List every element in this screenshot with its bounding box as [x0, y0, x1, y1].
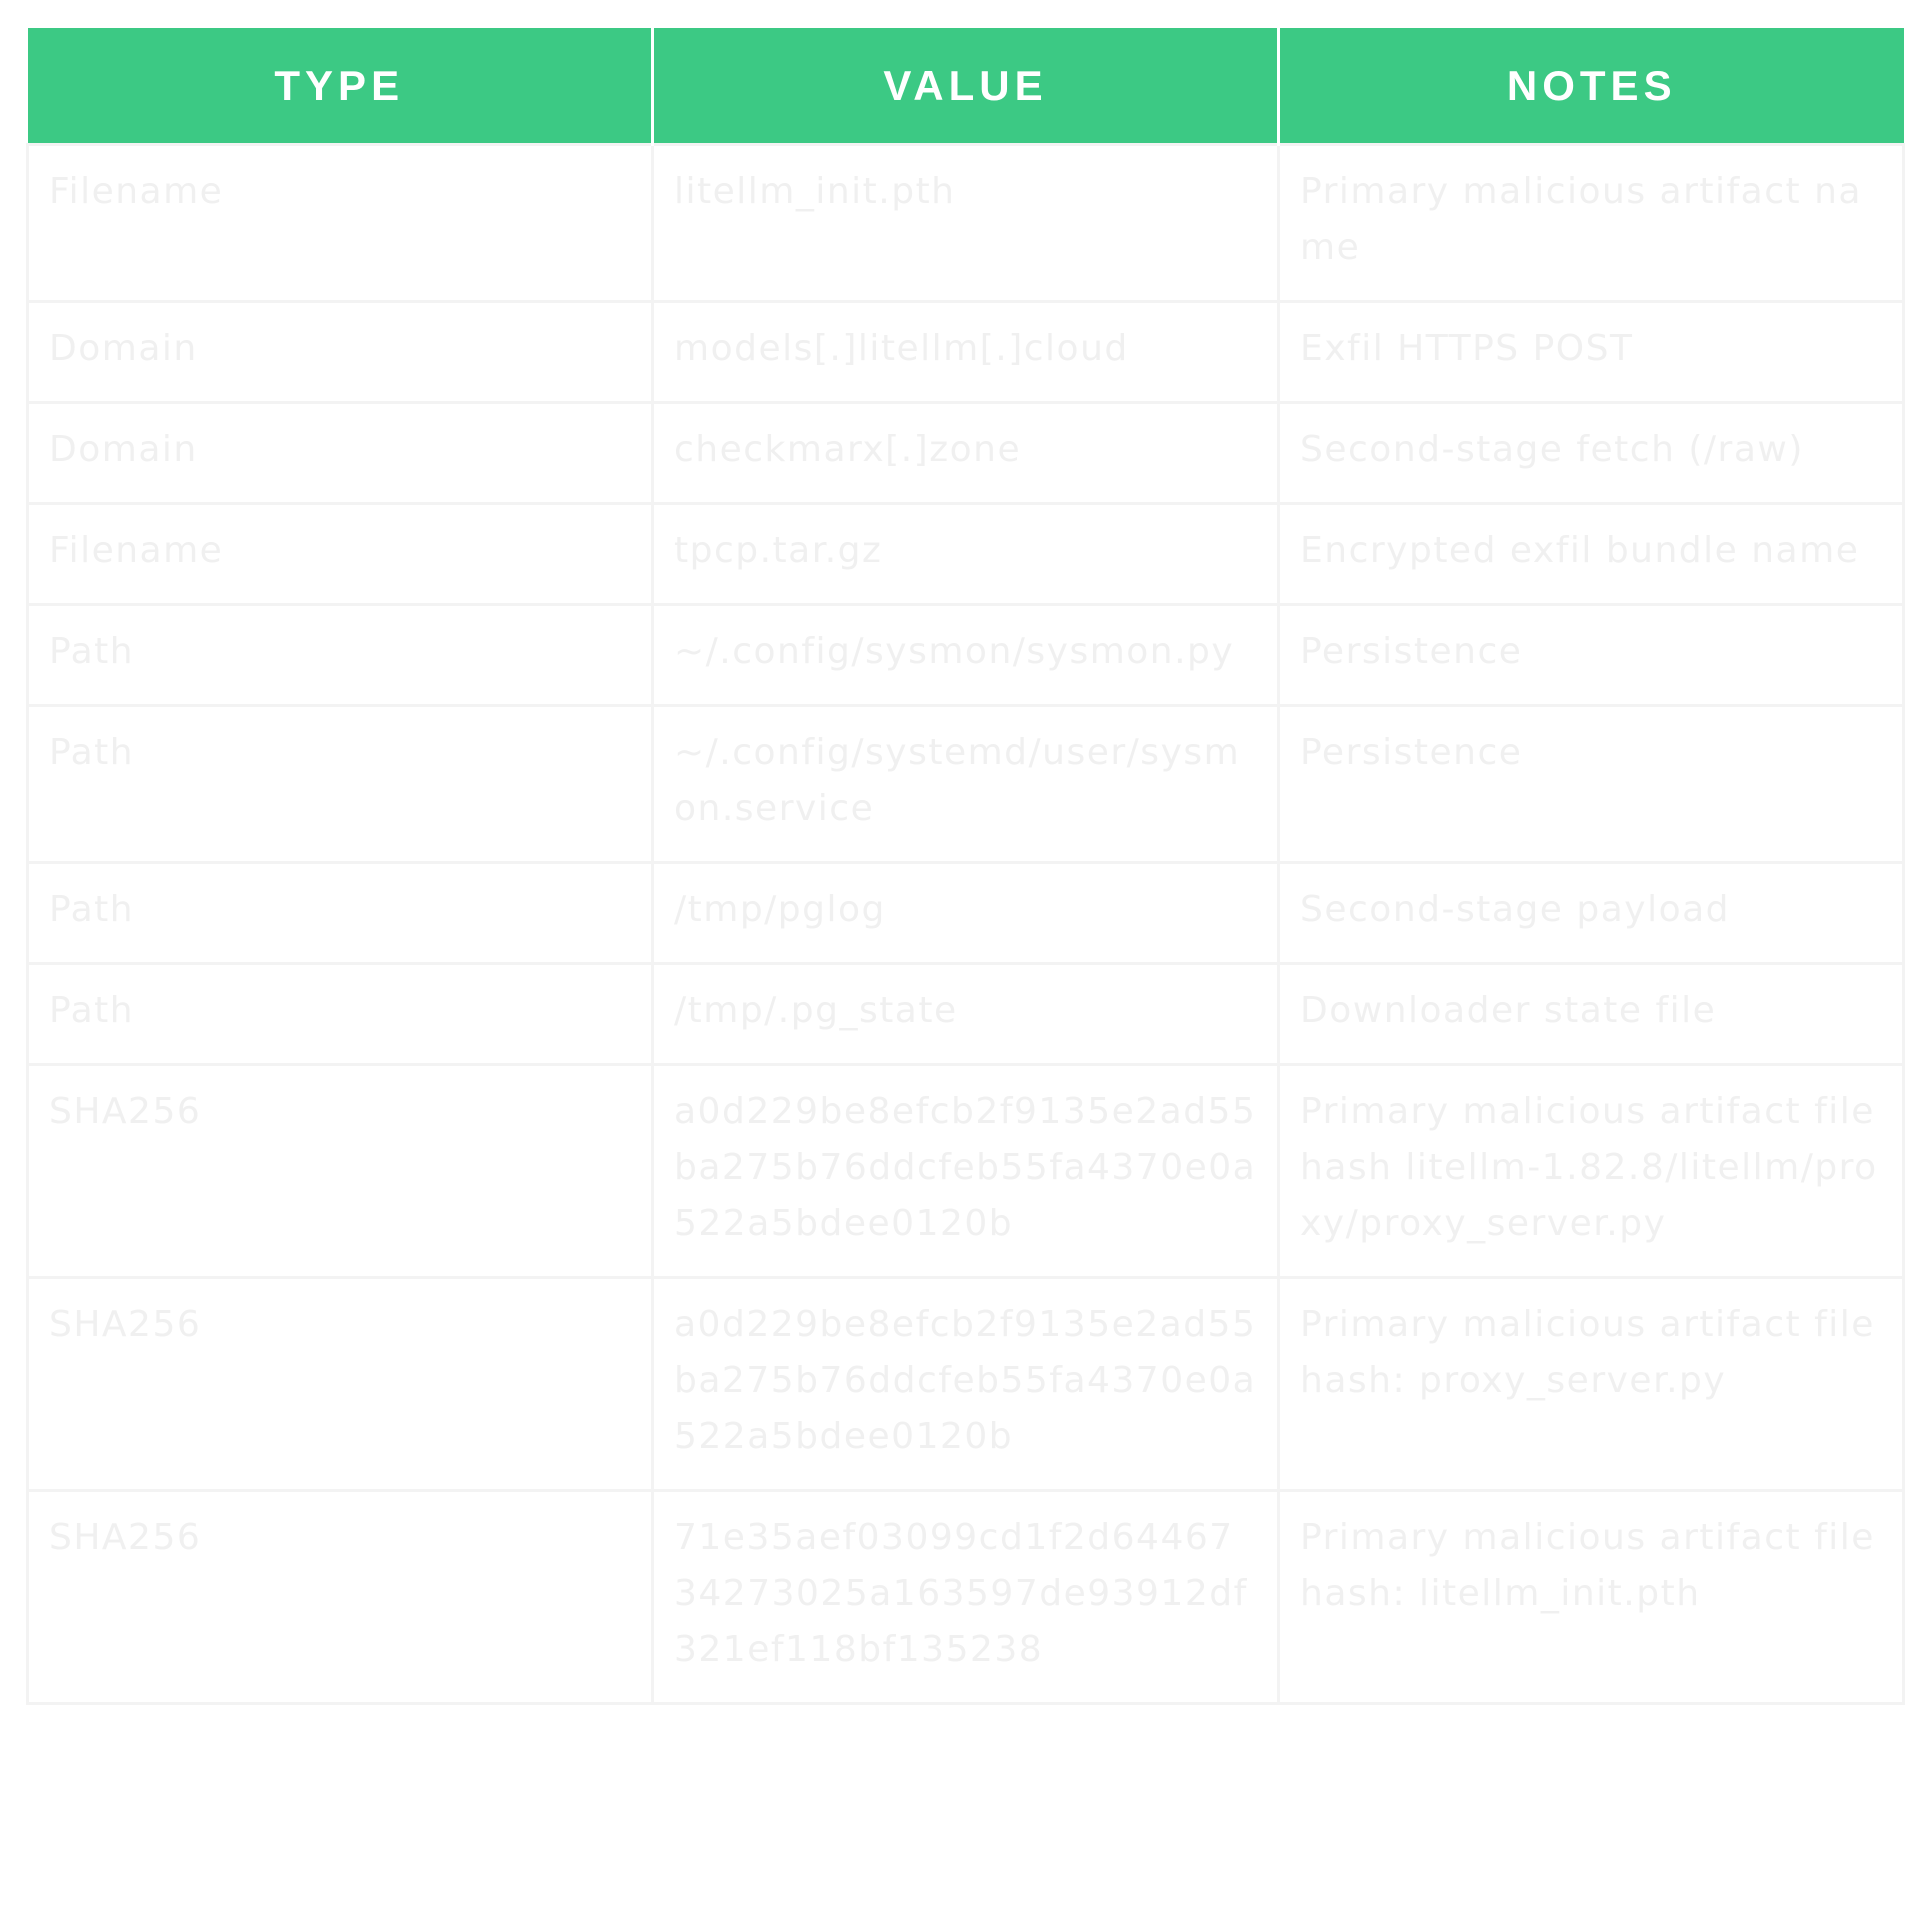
cell-notes: Persistence [1279, 706, 1904, 863]
cell-value: /tmp/.pg_state [653, 964, 1279, 1065]
cell-notes: Second-stage payload [1279, 863, 1904, 964]
cell-value: ~/.config/sysmon/sysmon.py [653, 605, 1279, 706]
cell-value: models[.]litellm[.]cloud [653, 302, 1279, 403]
table-row [28, 706, 1904, 863]
table-row [28, 145, 1904, 302]
cell-notes: Second-stage fetch (/raw) [1279, 403, 1904, 504]
cell-type: Path [28, 964, 653, 1065]
cell-type: SHA256 [28, 1278, 653, 1491]
column-header-type: TYPE [28, 28, 653, 145]
cell-notes: Primary malicious artifact file hash: proxy_server.py [1279, 1278, 1904, 1491]
table-row [28, 605, 1904, 706]
table-row [28, 1278, 1904, 1491]
table-row [28, 964, 1904, 1065]
cell-type: Filename [28, 504, 653, 605]
ioc-table [26, 28, 1905, 1705]
header-row [28, 28, 1904, 145]
cell-type: Filename [28, 145, 653, 302]
cell-type: Path [28, 863, 653, 964]
cell-value: tpcp.tar.gz [653, 504, 1279, 605]
table-row [28, 403, 1904, 504]
cell-notes: Encrypted exfil bundle name [1279, 504, 1904, 605]
cell-type: SHA256 [28, 1491, 653, 1704]
table-body [28, 145, 1904, 1704]
column-header-notes: NOTES [1279, 28, 1904, 145]
cell-notes: Persistence [1279, 605, 1904, 706]
cell-value: 71e35aef03099cd1f2d6446734273025a163597de93912df321ef118bf135238 [653, 1491, 1279, 1704]
table-row [28, 1491, 1904, 1704]
cell-type: Path [28, 706, 653, 863]
cell-type: Domain [28, 403, 653, 504]
column-header-value: VALUE [653, 28, 1279, 145]
cell-value: a0d229be8efcb2f9135e2ad55ba275b76ddcfeb55fa4370e0a522a5bdee0120b [653, 1278, 1279, 1491]
cell-notes: Downloader state file [1279, 964, 1904, 1065]
table-row [28, 1065, 1904, 1278]
cell-notes: Primary malicious artifact file hash litellm-1.82.8/litellm/proxy/proxy_server.py [1279, 1065, 1904, 1278]
cell-type: Path [28, 605, 653, 706]
cell-type: SHA256 [28, 1065, 653, 1278]
cell-type: Domain [28, 302, 653, 403]
cell-value: a0d229be8efcb2f9135e2ad55ba275b76ddcfeb55fa4370e0a522a5bdee0120b [653, 1065, 1279, 1278]
table-row [28, 302, 1904, 403]
cell-value: /tmp/pglog [653, 863, 1279, 964]
cell-value: ~/.config/systemd/user/sysmon.service [653, 706, 1279, 863]
table-row [28, 504, 1904, 605]
table-row [28, 863, 1904, 964]
cell-value: litellm_init.pth [653, 145, 1279, 302]
cell-notes: Exfil HTTPS POST [1279, 302, 1904, 403]
cell-notes: Primary malicious artifact name [1279, 145, 1904, 302]
cell-value: checkmarx[.]zone [653, 403, 1279, 504]
cell-notes: Primary malicious artifact file hash: litellm_init.pth [1279, 1491, 1904, 1704]
